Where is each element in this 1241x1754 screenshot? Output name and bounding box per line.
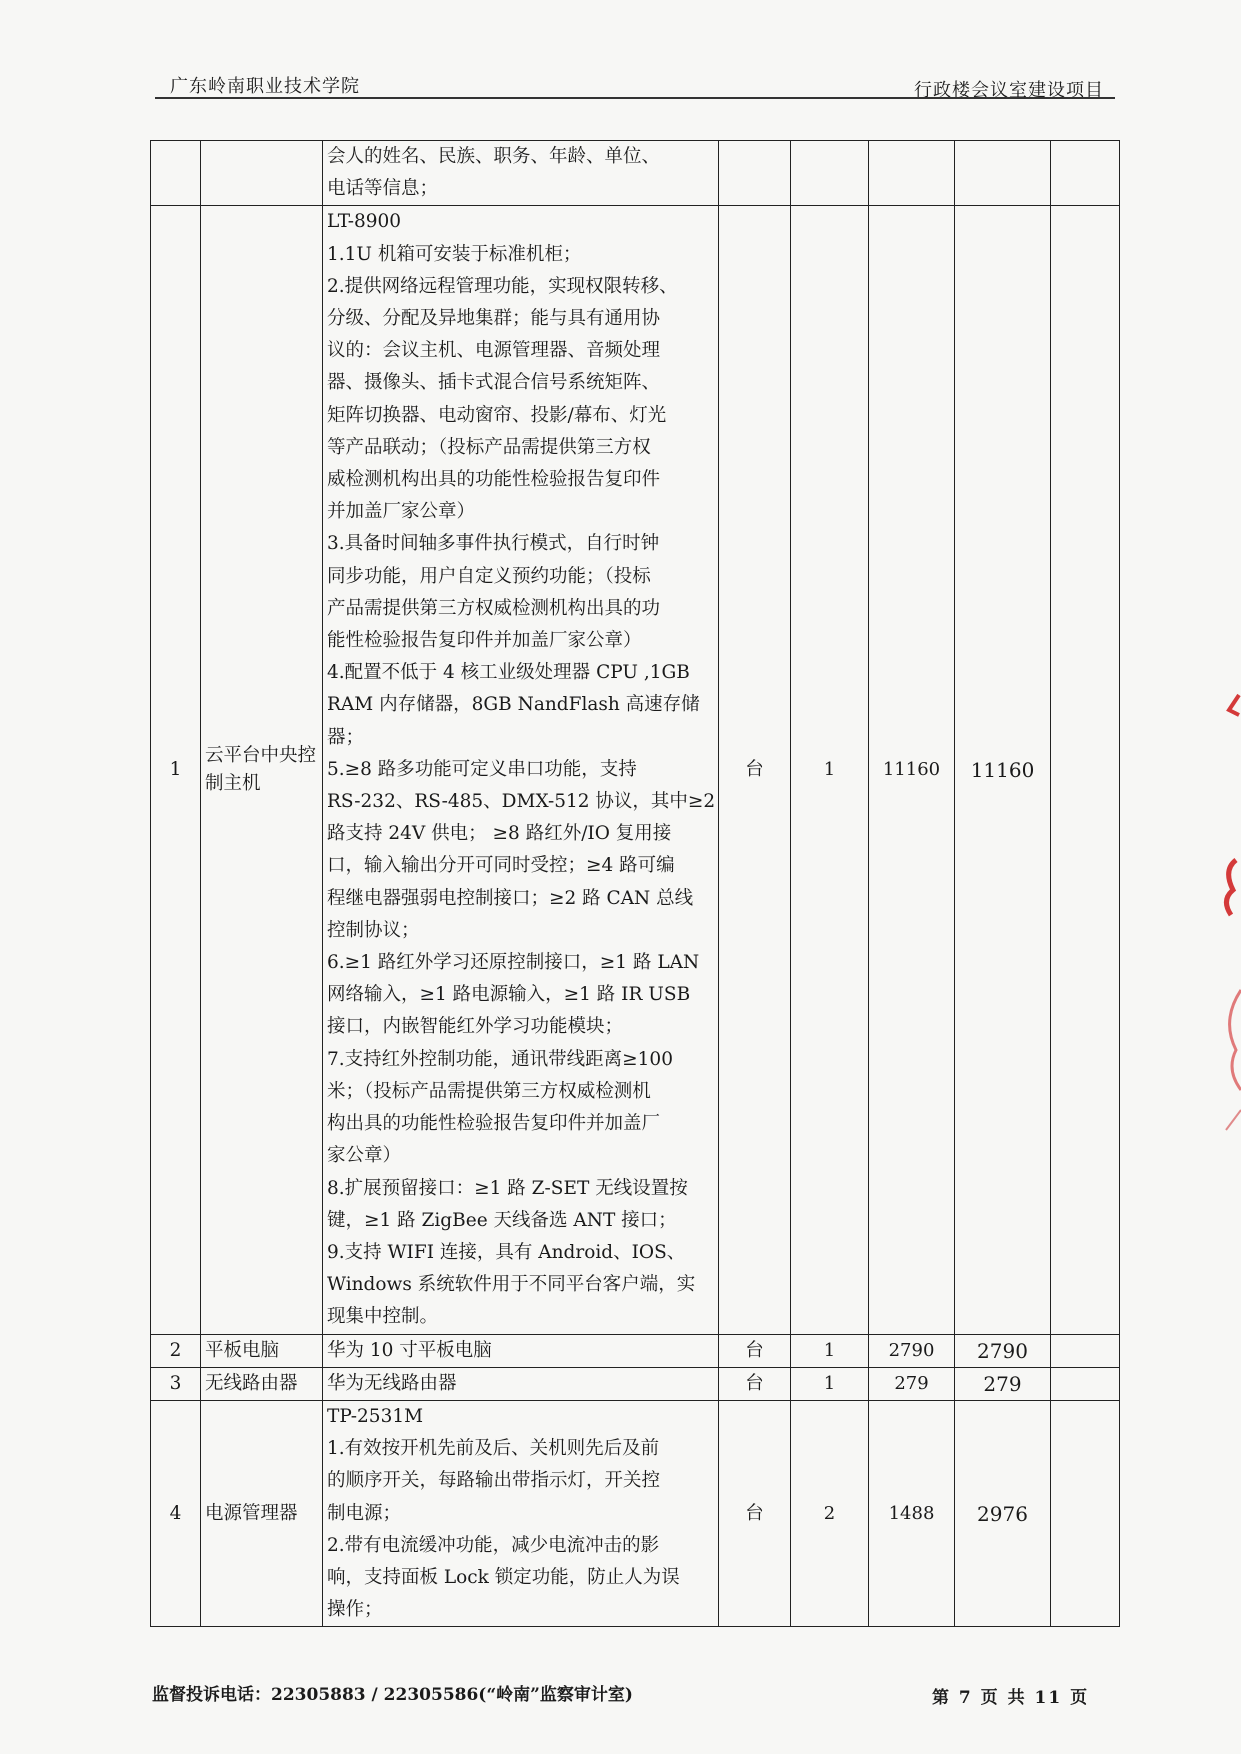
item-unit-price: 1488: [869, 1400, 955, 1626]
item-remark: [1051, 1334, 1120, 1367]
spec-line: 米；（投标产品需提供第三方权威检测机: [327, 1080, 651, 1102]
spec-line: 9.支持 WIFI 连接，具有 Android、IOS、: [327, 1241, 686, 1263]
project-name: 行政楼会议室建设项目: [914, 80, 1104, 101]
item-name: 无线路由器: [201, 1367, 323, 1400]
item-name: 云平台中央控制主机: [201, 206, 323, 1334]
item-name: 平板电脑: [201, 1334, 323, 1367]
item-unit-price: 11160: [869, 206, 955, 1334]
item-number: 3: [151, 1367, 201, 1400]
item-remark: [1051, 1367, 1120, 1400]
item-quantity: [791, 141, 869, 206]
item-unit: [719, 141, 791, 206]
spec-line: 家公章）: [327, 1145, 402, 1167]
spec-line: 键，≥1 路 ZigBee 天线备选 ANT 接口；: [327, 1209, 677, 1231]
table-row: [151, 1367, 1120, 1400]
spec-line: 器、摄像头、插卡式混合信号系统矩阵、: [327, 372, 661, 394]
spec-line: 现集中控制。: [327, 1306, 439, 1328]
spec-line: RS-232、RS-485、DMX-512 协议，其中≥2: [327, 791, 716, 813]
item-total-price: 2790: [955, 1334, 1051, 1367]
institution-name: 广东岭南职业技术学院: [170, 76, 360, 97]
spec-line: LT-8900: [327, 211, 402, 233]
spec-line: 议的：会议主机、电源管理器、音频处理: [327, 340, 661, 362]
item-quantity: 1: [791, 206, 869, 1334]
spec-line: 2.带有电流缓冲功能，减少电流冲击的影: [327, 1534, 660, 1556]
spec-line: 制电源；: [327, 1502, 402, 1524]
spec-line: 等产品联动；（投标产品需提供第三方权: [327, 436, 651, 458]
page-number: 第 7 页 共 11 页: [932, 1688, 1090, 1708]
item-number: 1: [151, 206, 201, 1334]
spec-line: 华为 10 寸平板电脑: [327, 1339, 492, 1361]
spec-line: 口，输入输出分开可同时受控；≥4 路可编: [327, 855, 675, 877]
header-divider: [155, 97, 1115, 99]
spec-line: 1.1U 机箱可安装于标准机柜；: [327, 243, 582, 265]
spec-line: 操作；: [327, 1599, 383, 1621]
item-unit-price: 2790: [869, 1334, 955, 1367]
spec-line: 器；: [327, 726, 365, 748]
item-spec: [323, 141, 719, 206]
spec-line: 矩阵切换器、电动窗帘、投影/幕布、灯光: [327, 404, 667, 426]
spec-line: 的顺序开关，每路输出带指示灯，开关控: [327, 1470, 661, 1492]
item-unit-price: 279: [869, 1367, 955, 1400]
spec-line: 程继电器强弱电控制接口；≥2 路 CAN 总线: [327, 887, 694, 909]
spec-line: 6.≥1 路红外学习还原控制接口，≥1 路 LAN: [327, 952, 700, 974]
item-unit: 台: [719, 1334, 791, 1367]
spec-line: 同步功能，用户自定义预约功能；（投标: [327, 565, 651, 587]
item-total-price: 11160: [955, 206, 1051, 1334]
table-row: [151, 141, 1120, 206]
spec-line: RAM 内存储器，8GB NandFlash 高速存储: [327, 694, 700, 716]
item-unit: 台: [719, 1400, 791, 1626]
table-row: [151, 1400, 1120, 1626]
item-spec: [323, 1334, 719, 1367]
complaint-hotline: 监督投诉电话：22305883 / 22305586(“岭南”监察审计室): [152, 1685, 633, 1705]
item-spec: [323, 1400, 719, 1626]
spec-line: 控制协议；: [327, 919, 420, 941]
seal-stamp-fragment: [1211, 690, 1241, 1190]
item-total-price: 279: [955, 1367, 1051, 1400]
spec-line: 威检测机构出具的功能性检验报告复印件: [327, 469, 661, 491]
item-quantity: 2: [791, 1400, 869, 1626]
spec-line: Windows 系统软件用于不同平台客户端，实: [327, 1274, 696, 1296]
spec-line: 电话等信息；: [327, 178, 439, 200]
item-quantity: 1: [791, 1367, 869, 1400]
spec-line: 会人的姓名、民族、职务、年龄、单位、: [327, 146, 661, 167]
spec-line: 8.扩展预留接口：≥1 路 Z-SET 无线设置按: [327, 1177, 688, 1199]
spec-line: 路支持 24V 供电； ≥8 路红外/IO 复用接: [327, 823, 672, 845]
spec-line: 3.具备时间轴多事件执行模式，自行时钟: [327, 533, 660, 555]
spec-line: 2.提供网络远程管理功能，实现权限转移、: [327, 275, 678, 297]
item-number: [151, 141, 201, 206]
item-unit: 台: [719, 1367, 791, 1400]
table-row: [151, 206, 1120, 1334]
item-unit-price: [869, 141, 955, 206]
item-remark: [1051, 141, 1120, 206]
spec-line: 7.支持红外控制功能，通讯带线距离≥100: [327, 1048, 673, 1070]
spec-line: TP-2531M: [327, 1405, 424, 1427]
spec-line: 能性检验报告复印件并加盖厂家公章）: [327, 630, 642, 652]
item-number: 2: [151, 1334, 201, 1367]
item-number: 4: [151, 1400, 201, 1626]
item-total-price: [955, 141, 1051, 206]
item-spec: [323, 206, 719, 1334]
spec-line: 4.配置不低于 4 核工业级处理器 CPU ,1GB: [327, 662, 690, 684]
spec-line: 5.≥8 路多功能可定义串口功能，支持: [327, 758, 637, 780]
spec-line: 分级、分配及异地集群；能与具有通用协: [327, 308, 661, 330]
spec-line: 接口，内嵌智能红外学习功能模块；: [327, 1016, 624, 1038]
item-spec: [323, 1367, 719, 1400]
table-row: [151, 1334, 1120, 1367]
spec-line: 构出具的功能性检验报告复印件并加盖厂: [327, 1113, 661, 1135]
item-name: [201, 141, 323, 206]
spec-line: 网络输入，≥1 路电源输入，≥1 路 IR USB: [327, 984, 691, 1006]
spec-line: 产品需提供第三方权威检测机构出具的功: [327, 597, 661, 619]
item-name: 电源管理器: [201, 1400, 323, 1626]
spec-line: 响，支持面板 Lock 锁定功能，防止人为误: [327, 1566, 680, 1588]
spec-line: 1.有效按开机先前及后、关机则先后及前: [327, 1438, 660, 1460]
spec-line: 华为无线路由器: [327, 1372, 457, 1394]
item-quantity: 1: [791, 1334, 869, 1367]
item-unit: 台: [719, 206, 791, 1334]
item-remark: [1051, 206, 1120, 1334]
equipment-table: [150, 140, 1120, 1627]
item-remark: [1051, 1400, 1120, 1626]
spec-line: 并加盖厂家公章）: [327, 501, 476, 523]
item-total-price: 2976: [955, 1400, 1051, 1626]
